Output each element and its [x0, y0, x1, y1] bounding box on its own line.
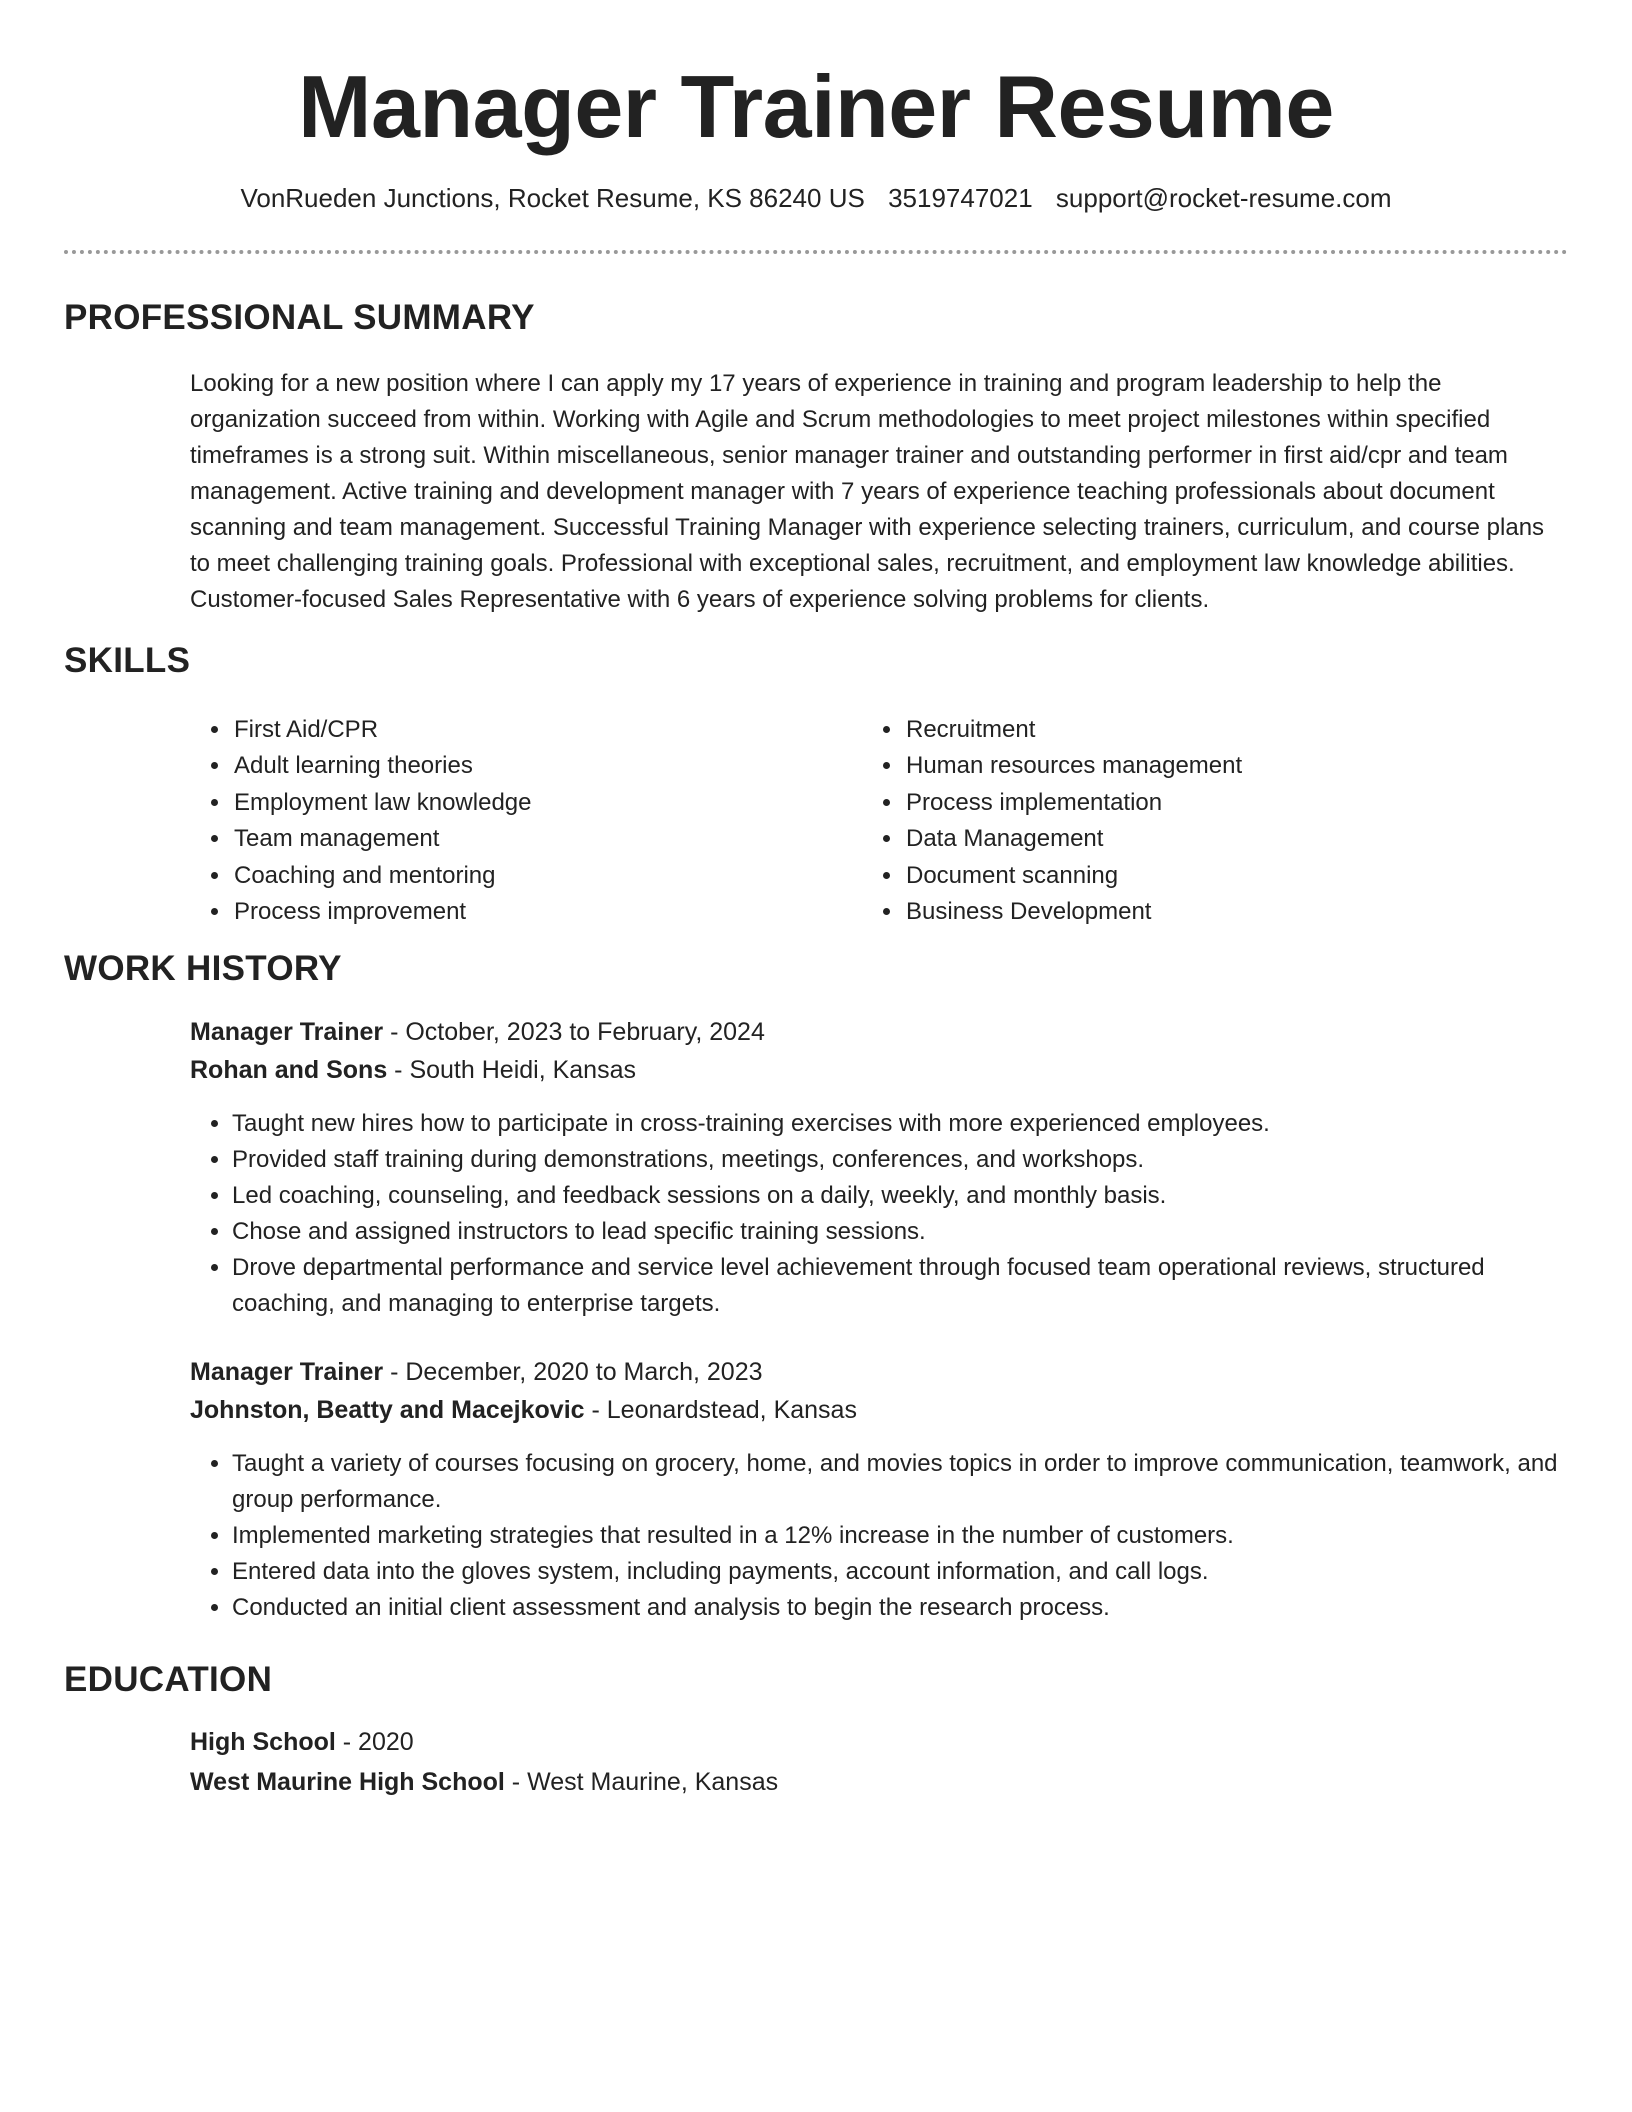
skill-item: • Process implementation [904, 785, 1242, 821]
skill-item: • Employment law knowledge [232, 785, 531, 821]
job-bullet: • Taught a variety of courses focusing on grocery, home, and movies topics in order to improve communication, teamwork, and group performance. [232, 1446, 1568, 1518]
contact-email[interactable]: support@rocket-resume.com [1055, 183, 1392, 213]
header-divider [64, 250, 1568, 254]
work-history-heading: WORK HISTORY [64, 949, 342, 988]
education-location: West Maurine, Kansas [527, 1768, 779, 1796]
contact-address: VonRueden Junctions, Rocket Resume, KS 86240 US [240, 183, 865, 213]
education-school: West Maurine High School [190, 1768, 505, 1796]
skill-item: • Data Management [904, 821, 1242, 857]
contact-phone: 3519747021 [888, 183, 1033, 213]
skill-item: • Adult learning theories [232, 748, 531, 784]
education-degree: High School [190, 1728, 336, 1756]
job-company: Johnston, Beatty and Macejkovic [190, 1396, 585, 1424]
job-bullets [190, 1446, 1568, 1626]
job-bullet: • Conducted an initial client assessment and analysis to begin the research process. [232, 1590, 1568, 1626]
summary-heading: PROFESSIONAL SUMMARY [64, 298, 535, 337]
skill-item: • Business Development [904, 894, 1242, 930]
skills-heading: SKILLS [64, 641, 191, 680]
job-bullet: • Drove departmental performance and service level achievement through focused team operational reviews, structured coaching, and managing to enterprise targets. [232, 1250, 1568, 1322]
job-title: Manager Trainer [190, 1358, 384, 1386]
skills-list-left [190, 712, 531, 930]
skill-item: • Team management [232, 821, 531, 857]
job-bullets [190, 1106, 1568, 1322]
job-bullet: • Taught new hires how to participate in cross-training exercises with more experienced employees. [232, 1106, 1568, 1142]
job-title-line: Manager Trainer - October, 2023 to February, 2024 [190, 1018, 765, 1046]
job-title: Manager Trainer [190, 1018, 384, 1046]
skill-item: • Human resources management [904, 748, 1242, 784]
skill-item: • Coaching and mentoring [232, 858, 531, 894]
skill-item: • Recruitment [904, 712, 1242, 748]
job-bullet: • Entered data into the gloves system, including payments, account information, and call logs. [232, 1554, 1568, 1590]
job-location: South Heidi, Kansas [409, 1056, 636, 1084]
job-company-line: Johnston, Beatty and Macejkovic - Leonardstead, Kansas [190, 1396, 857, 1424]
job-bullet: • Provided staff training during demonstrations, meetings, conferences, and workshops. [232, 1142, 1568, 1178]
job-bullet: • Chose and assigned instructors to lead specific training sessions. [232, 1214, 1568, 1250]
education-degree-line: High School - 2020 [190, 1728, 414, 1756]
skill-item: • First Aid/CPR [232, 712, 531, 748]
job-company: Rohan and Sons [190, 1056, 388, 1084]
summary-text: Looking for a new position where I can apply my 17 years of experience in training and program leadership to help the organization succeed from within. Working with Agile and Scrum methodologies to meet project milestones within specified timeframes is a strong suit. Within miscellaneous, senior manager trainer and outstanding performer in first aid/cpr and team management. Active training and development manager with 7 years of experience teaching professionals about document scanning and team management. Successful Training Manager with experience selecting trainers, curriculum, and course plans to meet challenging training goals. Professional with exceptional sales, recruitment, and employment law knowledge abilities. Customer-focused Sales Representative with 6 years of experience solving problems for clients. [190, 370, 1545, 613]
job-dates: December, 2020 to March, 2023 [405, 1358, 763, 1386]
job-location: Leonardstead, Kansas [606, 1396, 857, 1424]
job-bullet: • Implemented marketing strategies that resulted in a 12% increase in the number of customers. [232, 1518, 1568, 1554]
skill-item: • Document scanning [904, 858, 1242, 894]
contact-line [0, 180, 1632, 216]
education-school-line: West Maurine High School - West Maurine, Kansas [190, 1768, 779, 1796]
skills-list-right [862, 712, 1242, 930]
job-company-line: Rohan and Sons - South Heidi, Kansas [190, 1056, 636, 1084]
skill-item: • Process improvement [232, 894, 531, 930]
job-title-line: Manager Trainer - December, 2020 to March, 2023 [190, 1358, 763, 1386]
education-year: 2020 [358, 1728, 414, 1756]
education-heading: EDUCATION [64, 1660, 273, 1699]
resume-title: Manager Trainer Resume [298, 57, 1334, 156]
job-bullet: • Led coaching, counseling, and feedback sessions on a daily, weekly, and monthly basis. [232, 1178, 1568, 1214]
job-dates: October, 2023 to February, 2024 [405, 1018, 765, 1046]
